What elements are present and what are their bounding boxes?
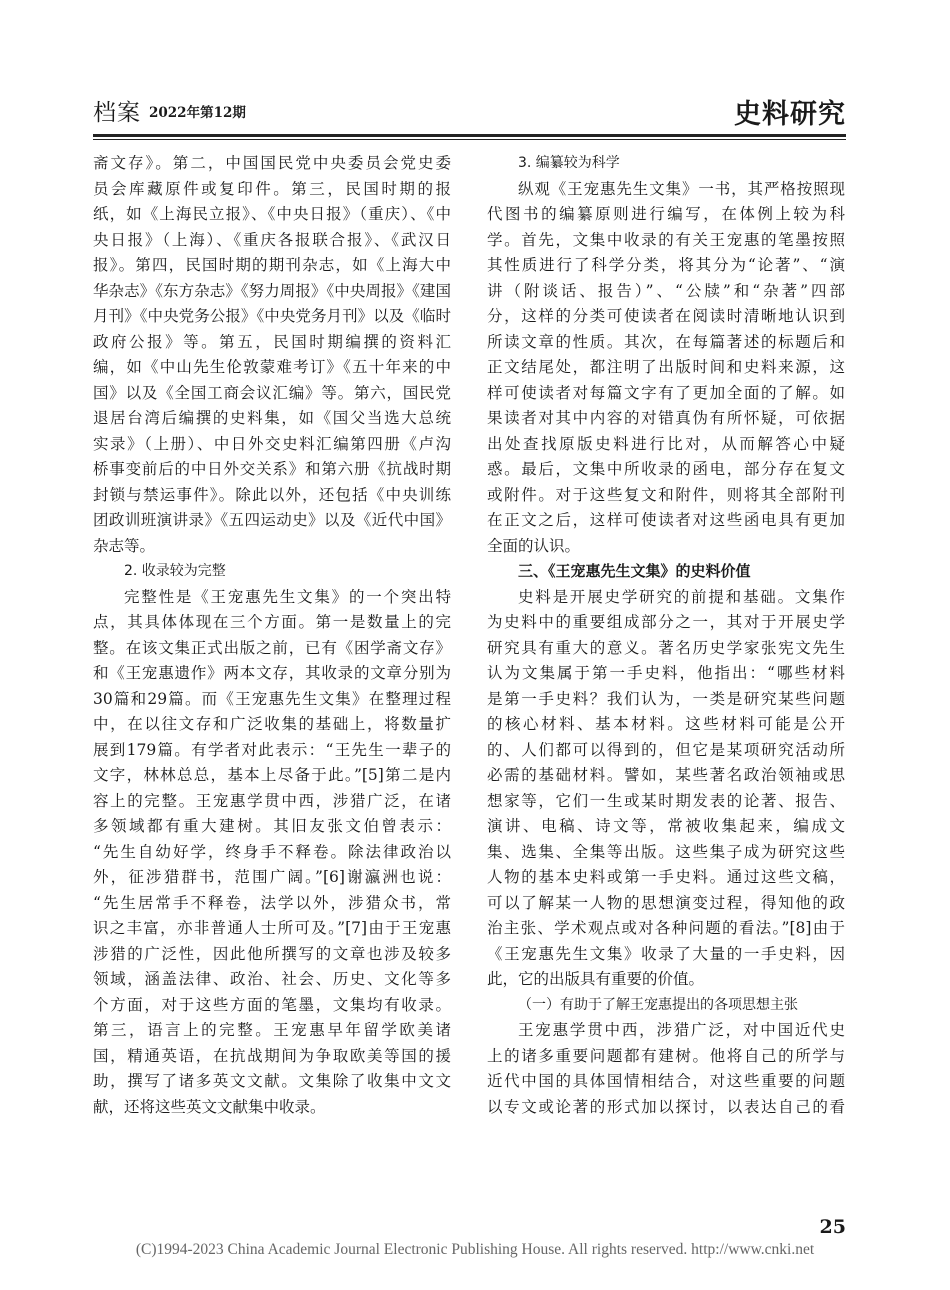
right-text-line: （一）有助于了解王宠惠提出的各项思想主张	[518, 996, 798, 1013]
right-text-line: 分，这样的分类可使读者在阅读时清晰地认识到	[487, 307, 845, 325]
left-text-line: 斋文存》。第二，中国国民党中央委员会党史委	[93, 154, 451, 172]
right-text-line: 纵观《王宠惠先生文集》一书，其严格按照现	[518, 179, 845, 198]
right-text-line: 上的诸多重要问题都有建树。他将自己的所学与	[487, 1046, 845, 1065]
right-text-line: 必需的基础材料。譬如，某些著名政治领袖或思	[487, 766, 845, 784]
left-column	[93, 151, 451, 1120]
left-text-line: 杂志等。	[93, 536, 156, 555]
right-text-line: 讲（附谈话、报告）”、“公牍”和“杂著”四部	[487, 281, 845, 300]
left-text-line: 团政训班演讲录》《五四运动史》以及《近代中国》	[93, 511, 451, 529]
left-text-line: 桥事变前后的中日外交关系》和第六册《抗战时期	[93, 460, 451, 478]
right-text-line: 正文结尾处，都注明了出版时间和史料来源，这	[487, 358, 845, 376]
left-text-line: 容上的完整。王宠惠学贯中西，涉猎广泛，在诸	[93, 791, 451, 810]
left-text-line: “先生居常手不释卷，法学以外，涉猎众书，常	[93, 893, 451, 912]
left-text-line: 月刊》《中央党务公报》《中央党务月刊》以及《临时	[93, 307, 451, 325]
right-text-line: 在正文之后，这样可使读者对这些函电具有更加	[487, 511, 845, 529]
left-text-line: 第三，语言上的完整。王宠惠早年留学欧美诸	[93, 1021, 451, 1039]
left-text-line: 实录》（上册）、中日外交史料汇编第四册《卢沟	[93, 434, 451, 453]
right-text-line: 集、选集、全集等出版。这些集子成为研究这些	[487, 842, 845, 861]
left-text-line: 国，精通英语，在抗战期间为争取欧美等国的援	[93, 1046, 451, 1065]
journal-name: 档案	[93, 100, 141, 126]
right-text-line: 代图书的编纂原则进行编写，在体例上较为科	[487, 205, 845, 223]
left-text-line: 退居台湾后编撰的史料集，如《国父当选大总统	[93, 409, 451, 427]
left-text-line: 个方面，对于这些方面的笔墨，文集均有收录。	[93, 995, 451, 1014]
left-text-line: “先生自幼好学，终身手不释卷。除法律政治以	[93, 842, 451, 861]
left-text-line: 识之丰富，亦非普通人士所可及。”[7]由于王宠惠	[93, 919, 451, 937]
left-text-line: 领域，涵盖法律、政治、社会、历史、文化等多	[93, 970, 451, 988]
left-text-line: 助，撰写了诸多英文文献。文集除了收集中文文	[93, 1072, 451, 1090]
right-text-line: 的、人们都可以得到的，但它是某项研究活动所	[487, 740, 845, 759]
section-title: 史料研究	[734, 99, 846, 130]
left-text-line: 员会库藏原件或复印件。第三，民国时期的报	[93, 179, 451, 198]
right-text-line: 王宠惠学贯中西，涉猎广泛，对中国近代史	[518, 1021, 845, 1039]
page-header	[93, 92, 846, 132]
right-text-line: 认为文集属于第一手史料，他指出：“哪些材料	[487, 664, 845, 682]
left-text-line: 整。在该文集正式出版之前，已有《困学斋文存》	[93, 638, 451, 657]
left-text-line: 外，征涉猎群书，范围广阔。”[6]谢瀛洲也说：	[93, 868, 451, 886]
page-number: 25	[819, 1216, 846, 1238]
right-text-line: 可以了解某一人物的思想演变过程，得知他的政	[487, 893, 845, 912]
right-text-line: 样可使读者对每篇文字有了更加全面的了解。如	[487, 383, 845, 402]
right-text-line: 近代中国的具体国情相结合，对这些重要的问题	[487, 1072, 845, 1090]
right-text-line: 其性质进行了科学分类，将其分为“论著”、“演	[487, 256, 845, 274]
right-text-line: 或附件。对于这些复文和附件，则将其全部附刊	[487, 485, 845, 504]
left-text-line: 华杂志》《东方杂志》《努力周报》《中央周报》《建国	[93, 281, 451, 300]
right-text-line: 三、《王宠惠先生文集》的史料价值	[518, 562, 751, 580]
left-text-line: 献，还将这些英文文献集中收录。	[93, 1097, 326, 1116]
right-text-line: 治主张、学术观点或对各种问题的看法。”[8]由于	[487, 919, 845, 937]
header-rule-thick	[93, 134, 846, 137]
left-text-line: 中，在以往文存和广泛收集的基础上，将数量扩	[93, 715, 451, 733]
left-text-line: 和《王宠惠遗作》两本文存，其收录的文章分别为	[93, 664, 451, 682]
right-text-line: 人物的基本史料或第一手史料。通过这些文稿，	[487, 868, 845, 886]
right-text-line: 此，它的出版具有重要的价值。	[487, 970, 705, 988]
right-text-line: 出处查找原版史料进行比对，从而解答心中疑	[487, 434, 845, 453]
left-text-line: 报》。第四，民国时期的期刊杂志，如《上海大中	[93, 256, 451, 274]
left-text-line: 政府公报》等。第五，民国时期编撰的资料汇	[93, 332, 451, 351]
left-text-line: 纸，如《上海民立报》、《中央日报》（重庆）、《中	[93, 205, 451, 223]
left-text-line: 30篇和29篇。而《王宠惠先生文集》在整理过程	[93, 689, 451, 708]
left-text-line: 展到179篇。有学者对此表示：“王先生一辈子的	[93, 740, 451, 759]
right-text-line: 所读文章的性质。其次，在每篇著述的标题后和	[487, 332, 845, 351]
right-text-line: 学。首先，文集中收录的有关王宠惠的笔墨按照	[487, 230, 845, 249]
right-text-line: 想家等，它们一生或某时期发表的论著、报告、	[487, 791, 845, 810]
left-text-line: 封锁与禁运事件》。除此以外，还包括《中央训练	[93, 485, 451, 504]
right-text-line: 《王宠惠先生文集》收录了大量的一手史料，因	[487, 944, 845, 963]
right-text-line: 惑。最后，文集中所收录的函电，部分存在复文	[487, 460, 845, 478]
left-text-line: 国》以及《全国工商会议汇编》等。第六，国民党	[93, 383, 451, 402]
copyright-footer: (C)1994-2023 China Academic Journal Electronic Publishing House. All rights reserved. http://www.cnki.net	[135, 1241, 815, 1258]
right-text-line: 史料是开展史学研究的前提和基础。文集作	[518, 587, 845, 606]
right-text-line: 演讲、电稿、诗文等，常被收集起来，编成文	[487, 817, 845, 835]
right-text-line: 是第一手史料？我们认为，一类是研究某些问题	[487, 689, 845, 708]
right-text-line: 研究具有重大的意义。著名历史学家张宪文先生	[487, 638, 845, 657]
right-column	[487, 151, 845, 1120]
left-text-line: 文字，林林总总，基本上尽备于此。”[5]第二是内	[93, 766, 451, 784]
left-text-line: 完整性是《王宠惠先生文集》的一个突出特	[124, 587, 451, 606]
left-text-line: 编，如《中山先生伦敦蒙难考订》《五十年来的中	[93, 358, 451, 376]
left-text-line: 央日报》（上海）、《重庆各报联合报》、《武汉日	[93, 230, 451, 249]
header-rule-thin	[93, 139, 846, 140]
right-text-line: 3. 编纂较为科学	[518, 155, 620, 171]
left-text-line: 涉猎的广泛性，因此他所撰写的文章也涉及较多	[93, 944, 451, 963]
left-text-line: 多领域都有重大建树。其旧友张文伯曾表示：	[93, 817, 451, 835]
right-text-line: 全面的认识。	[487, 536, 581, 555]
right-text-line: 的核心材料、基本材料。这些材料可能是公开	[487, 715, 845, 733]
left-text-line: 2. 收录较为完整	[124, 563, 226, 579]
right-text-line: 为史料中的重要组成部分之一，其对于开展史学	[487, 613, 845, 631]
right-text-line: 以专文或论著的形式加以探讨，以表达自己的看	[487, 1097, 845, 1116]
right-text-line: 果读者对其中内容的对错真伪有所怀疑，可依据	[487, 409, 845, 427]
issue-label: 2022年第12期	[149, 105, 246, 121]
left-text-line: 点，其具体体现在三个方面。第一是数量上的完	[93, 613, 451, 631]
